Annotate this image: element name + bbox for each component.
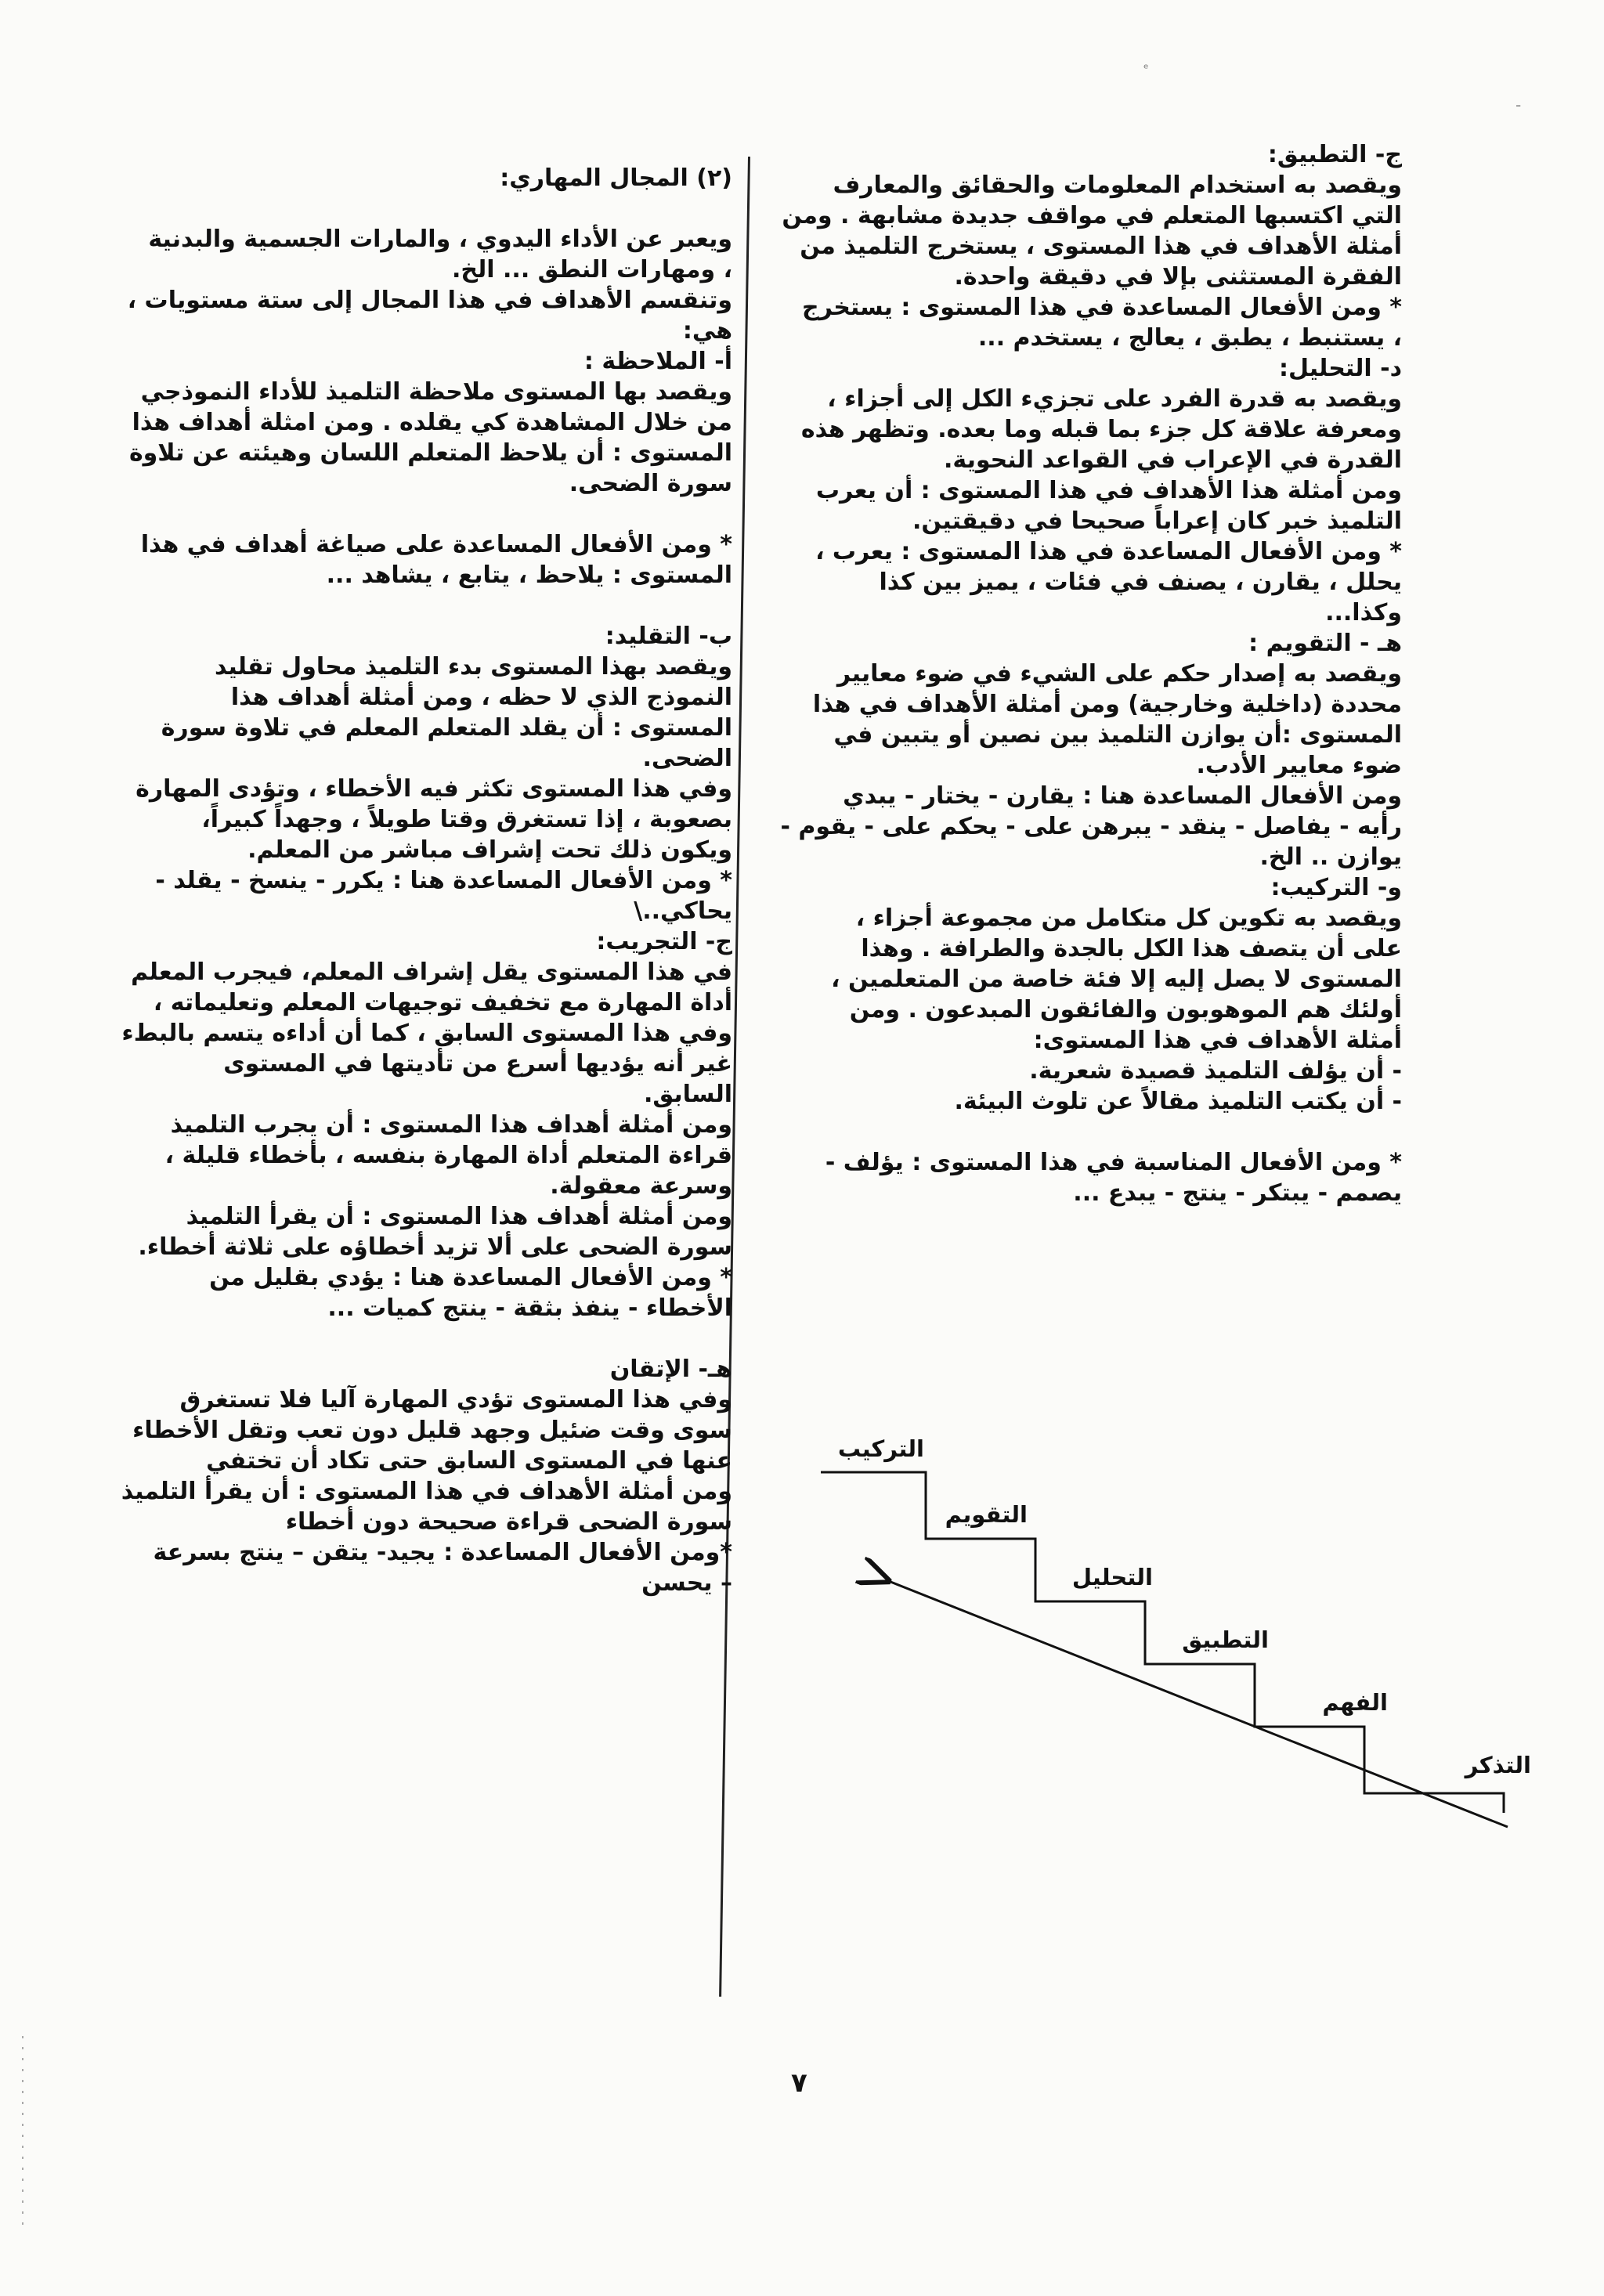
- text-line: ومن أمثلة هذا الأهداف في هذا المستوى : أن يعرب: [815, 477, 1402, 504]
- text-line: ويقصد به إصدار حكم على الشيء في ضوء معايير: [836, 660, 1402, 688]
- text-line: سورة الضحى.: [569, 470, 732, 497]
- text-line: *ومن الأفعال المساعدة : يجيد- يتقن – ينتج بسرعة: [153, 1539, 732, 1566]
- text-line: ومن أمثلة أهداف هذا المستوى : أن يجرب التلميذ: [170, 1111, 732, 1139]
- text-line: ومن الأفعال المساعدة هنا : يقارن - يختار - يبدي: [843, 782, 1402, 810]
- staircase-steps: [821, 1472, 1504, 1813]
- text-line: يحاكي..\: [634, 897, 732, 925]
- text-line: ويقصد به تكوين كل متكامل من مجموعة أجزاء ،: [855, 904, 1402, 932]
- text-line: أ- الملاحظة :: [583, 348, 732, 375]
- text-line: * ومن الأفعال المساعدة في هذا المستوى : يعرب ،: [815, 538, 1402, 565]
- page-number: ٧: [791, 2067, 807, 2099]
- scan-mark: ᵉ: [1143, 61, 1149, 76]
- text-line: القدرة في الإعراب في القواعد النحوية.: [944, 446, 1402, 474]
- text-line: التلميذ خبر كان إعراباً صحيحا في دقيقتين.: [912, 507, 1402, 535]
- text-line: ويقصد به قدرة الفرد على تجزيء الكل إلى أجزاء ،: [827, 385, 1402, 413]
- text-line: أولئك هم الموهوبون والفائقون المبدعون . ومن: [849, 996, 1402, 1023]
- text-line: ومعرفة علاقة كل جزء بما قبله وما بعده. وتظهر هذه: [800, 416, 1402, 443]
- blank-line: [157, 193, 732, 224]
- cognitive-levels-staircase: [799, 1425, 1551, 1864]
- text-line: سورة الضحى على ألا تزيد أخطاؤه على ثلاثة أخطاء.: [138, 1233, 732, 1261]
- text-line: وسرعة معقولة.: [550, 1172, 732, 1200]
- text-line: - أن يؤلف التلميذ قصيدة شعرية.: [1029, 1057, 1402, 1085]
- scan-margin-marks: [22, 2036, 23, 2232]
- left-column-text: [121, 163, 732, 1598]
- text-line: وفي هذا المستوى تكثر فيه الأخطاء ، وتؤدى المهارة: [135, 775, 732, 803]
- text-line: يصمم - يبتكر - ينتج - يبدع ...: [1073, 1179, 1402, 1207]
- text-line: محددة (داخلية وخارجية) ومن أمثلة الأهداف في هذا: [812, 691, 1402, 718]
- text-line: * ومن الأفعال المساعدة في هذا المستوى : يستخرج: [801, 294, 1402, 321]
- text-line: المستوى : أن يقلد المتعلم المعلم في تلاوة سورة: [161, 714, 732, 742]
- text-line: سورة الضحى قراءة صحيحة دون أخطاء: [285, 1508, 732, 1536]
- text-line: التي اكتسبها المتعلم في مواقف جديدة مشابهة . ومن: [782, 202, 1402, 229]
- text-line: الفقرة المستثنى بإلا في دقيقة واحدة.: [954, 263, 1402, 291]
- text-line: على أن يتصف هذا الكل بالجدة والطرافة . وهذا: [861, 935, 1402, 962]
- text-line: رأيه - يفاصل - ينقد - يبرهن على - يحكم على - يقوم -: [780, 813, 1402, 840]
- text-line: الضحى.: [642, 745, 732, 772]
- text-line: هـ- الإتقان: [609, 1356, 732, 1383]
- text-line: السابق.: [643, 1081, 732, 1108]
- text-line: أمثلة الأهداف في هذا المستوى ، يستخرج التلميذ من: [800, 233, 1402, 260]
- text-line: ويقصد بها المستوى ملاحظة التلميذ للأداء النموذجي: [140, 378, 732, 406]
- text-line: يوازن .. الخ.: [1259, 843, 1402, 871]
- blank-line: [157, 1323, 732, 1354]
- text-line: المستوى : أن يلاحظ المتعلم اللسان وهيئته عن تلاوة: [128, 439, 732, 467]
- text-line: ويقصد به استخدام المعلومات والحقائق والمعارف: [833, 171, 1402, 199]
- text-line: المستوى : يلاحظ ، يتابع ، يشاهد ...: [326, 561, 732, 589]
- text-line: وفي هذا المستوى تؤدي المهارة آليا فلا تستغرق: [179, 1386, 732, 1413]
- step-label-knowledge: التذكر: [1465, 1752, 1531, 1778]
- text-line: وتنقسم الأهداف في هذا المجال إلى ستة مستويات ،: [127, 287, 732, 314]
- text-line: في هذا المستوى يقل إشراف المعلم، فيجرب المعلم: [131, 958, 732, 986]
- text-line: ب- التقليد:: [605, 623, 732, 650]
- text-line: المستوى :أن يوازن التلميذ بين نصين أو يتبين في: [833, 721, 1402, 749]
- text-line: ويعبر عن الأداء اليدوي ، والمارات الجسمية والبدنية: [148, 226, 732, 253]
- text-line: ، ومهارات النطق ... الخ.: [452, 256, 732, 283]
- text-line: النموذج الذي لا حظه ، ومن أمثلة أهداف هذا: [230, 684, 732, 711]
- text-line: الأخطاء - ينفذ بثقة - ينتج كميات ...: [327, 1294, 732, 1322]
- text-line: ضوء معايير الأدب.: [1196, 752, 1402, 779]
- staircase-arrow: [887, 1580, 1508, 1827]
- text-line: د- التحليل:: [1279, 355, 1402, 382]
- text-line: قراءة المتعلم أداة المهارة بنفسه ، بأخطاء قليلة ،: [164, 1142, 732, 1169]
- text-line: يحلل ، يقارن ، يصنف في فئات ، يميز بين كذا: [879, 569, 1402, 596]
- step-label-comprehension: الفهم: [1322, 1689, 1388, 1716]
- text-line: ج- التطبيق:: [1267, 141, 1402, 168]
- blank-line: [791, 1117, 1402, 1147]
- text-line: ج- التجريب:: [596, 928, 732, 955]
- text-line: (٢) المجال المهاري:: [500, 164, 732, 192]
- step-label-analysis: التحليل: [1071, 1564, 1153, 1590]
- text-line: أداة المهارة مع تخفيف توجيهات المعلم وتعليماته ،: [153, 989, 732, 1016]
- scan-mark: -: [1515, 96, 1522, 114]
- text-line: هـ - التقويم :: [1248, 630, 1402, 657]
- text-line: وكذا...: [1325, 599, 1402, 626]
- text-line: ويقصد بهذا المستوى بدء التلميذ محاول تقليد: [215, 653, 732, 680]
- text-line: ومن أمثلة أهداف هذا المستوى : أن يقرأ التلميذ: [186, 1203, 732, 1230]
- text-line: أمثلة الأهداف في هذا المستوى:: [1033, 1027, 1402, 1054]
- step-label-synthesis: التركيب: [837, 1435, 924, 1462]
- text-line: بصعوبة ، إذا تستغرق وقتا طويلاً ، وجهداً كبيراً،: [201, 806, 732, 833]
- text-line: وفي هذا المستوى السابق ، كما أن أداءه يتسم بالبطء: [121, 1020, 732, 1047]
- blank-line: [157, 499, 732, 529]
- text-line: غير أنه يؤديها أسرع من تأديتها في المستوى: [223, 1050, 732, 1078]
- text-line: * ومن الأفعال المساعدة على صياغة أهداف في هذا: [140, 531, 732, 558]
- right-column-text: [780, 139, 1402, 1208]
- text-line: من خلال المشاهدة كي يقلده . ومن امثلة أهداف هذا: [132, 409, 732, 436]
- text-line: سوى وقت ضئيل وجهد قليل دون تعب وتقل الأخطاء: [132, 1417, 732, 1444]
- text-line: ومن أمثلة الأهداف في هذا المستوى : أن يقرأ التلميذ: [121, 1478, 732, 1505]
- text-line: هي:: [682, 317, 732, 345]
- text-line: المستوى لا يصل إليه إلا فئة خاصة من المتعلمين ،: [831, 966, 1402, 993]
- text-line: * ومن الأفعال المناسبة في هذا المستوى : يؤلف -: [825, 1149, 1402, 1176]
- text-line: و- التركيب:: [1270, 874, 1402, 901]
- step-label-evaluation: التقويم: [945, 1501, 1028, 1528]
- text-line: عنها في المستوى السابق حتى تكاد أن تختفي: [206, 1447, 732, 1475]
- step-label-application: التطبيق: [1182, 1626, 1269, 1653]
- text-line: * ومن الأفعال المساعدة هنا : يكرر - ينسخ - يقلد -: [155, 867, 732, 894]
- text-line: ويكون ذلك تحت إشراف مباشر من المعلم.: [247, 836, 732, 864]
- blank-line: [157, 590, 732, 621]
- text-line: * ومن الأفعال المساعدة هنا : يؤدي بقليل من: [209, 1264, 732, 1291]
- text-line: - أن يكتب التلميذ مقالاً عن تلوث البيئة.: [954, 1088, 1402, 1115]
- text-line: – يحسن: [641, 1569, 732, 1597]
- text-line: ، يستنبط ، يطبق ، يعالج ، يستخدم ...: [977, 324, 1402, 352]
